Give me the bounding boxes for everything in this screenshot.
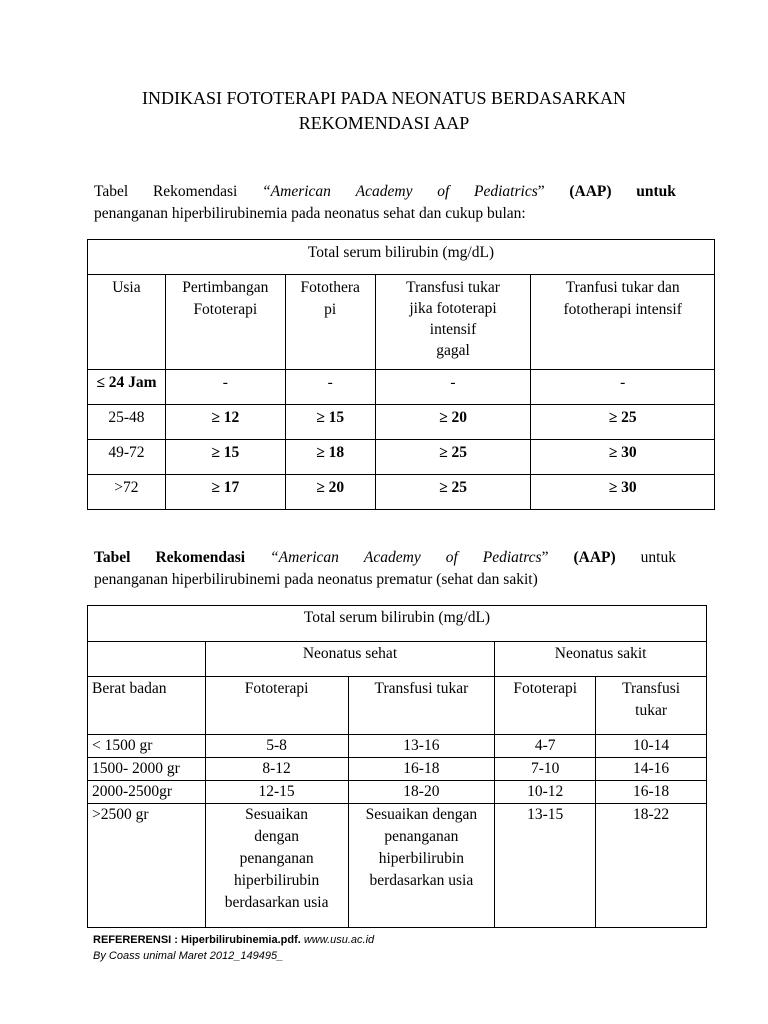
intro-word: Academy (355, 183, 413, 200)
cell-value: 7-10 (495, 758, 596, 781)
cell-berat: < 1500 gr (88, 735, 206, 758)
header-total-serum: Total serum bilirubin (mg/dL) (88, 606, 707, 642)
header-neonatus-sakit: Neonatus sakit (495, 642, 707, 677)
title-line-1: INDIKASI FOTOTERAPI PADA NEONATUS BERDASARKAN (141, 88, 627, 108)
cell-value: 8-12 (205, 758, 348, 781)
cell-value: ≥ 18 (285, 440, 375, 475)
cell-value: 18-20 (348, 781, 495, 804)
reference-footer (93, 932, 374, 964)
reference-author: By Coass unimal Maret 2012_149495_ (93, 950, 284, 962)
page-title (80, 86, 688, 136)
table-term-neonates (87, 239, 715, 510)
intro-word: “American (270, 549, 339, 566)
cell-value: - (285, 370, 375, 405)
header-neonatus-sehat: Neonatus sehat (205, 642, 495, 677)
table-row (88, 475, 715, 510)
intro-word: “American (262, 183, 331, 200)
cell-value: 16-18 (348, 758, 495, 781)
intro-word: untuk (636, 183, 676, 200)
cell-value: Sesuaikan dengan penanganan hiperbilirubin berdasarkan usia (348, 804, 495, 928)
cell-value: 14-16 (596, 758, 707, 781)
table2-intro-line-1 (94, 547, 676, 569)
cell-value: ≥ 30 (531, 475, 715, 510)
table1-intro-line-1 (94, 181, 676, 203)
header-fototerapi-sakit: Fototerapi (495, 677, 596, 735)
table-row (88, 735, 707, 758)
intro-word: Pediatrcs” (482, 549, 549, 566)
intro-word: Rekomendasi (152, 183, 238, 200)
cell-value: ≥ 30 (531, 440, 715, 475)
cell-value: ≥ 17 (165, 475, 285, 510)
table-header-row (88, 606, 707, 642)
cell-value: ≥ 20 (285, 475, 375, 510)
header-transfusi-sehat: Transfusi tukar (348, 677, 495, 735)
table2-intro-line-2: penanganan hiperbilirubinemi pada neonatus prematur (sehat dan sakit) (94, 571, 538, 588)
cell-value: 4-7 (495, 735, 596, 758)
cell-usia: >72 (88, 475, 166, 510)
header-tranfusi-fototherapi: Tranfusi tukar dan fototherapi intensif (531, 275, 715, 370)
reference-url: www.usu.ac.id (303, 934, 375, 946)
cell-berat: >2500 gr (88, 804, 206, 928)
reference-label: REFERERENSI : Hiperbilirubinemia.pdf. (93, 934, 301, 946)
cell-value: 13-16 (348, 735, 495, 758)
header-fototerapi-sehat: Fototerapi (205, 677, 348, 735)
header-pertimbangan: Pertimbangan Fototerapi (165, 275, 285, 370)
table-header-row (88, 240, 715, 275)
intro-word: (AAP) (573, 549, 616, 566)
cell-value: - (531, 370, 715, 405)
table-column-header-row (88, 677, 707, 735)
header-transfusi-tukar: Transfusi tukar jika fototerapi intensif gagal (375, 275, 531, 370)
header-usia: Usia (88, 275, 166, 370)
intro-word: Rekomendasi (155, 549, 246, 566)
intro-word: untuk (640, 549, 676, 566)
table1-intro (94, 181, 676, 225)
reference-line-1 (93, 932, 374, 948)
empty-cell (88, 642, 206, 677)
table-row (88, 804, 707, 928)
cell-value: ≥ 12 (165, 405, 285, 440)
table-row (88, 440, 715, 475)
cell-value: ≥ 25 (531, 405, 715, 440)
cell-value: ≥ 25 (375, 475, 531, 510)
cell-value: ≥ 25 (375, 440, 531, 475)
cell-value: ≥ 20 (375, 405, 531, 440)
cell-berat: 2000-2500gr (88, 781, 206, 804)
table-row (88, 758, 707, 781)
header-transfusi-sakit: Transfusi tukar (596, 677, 707, 735)
table-column-header-row (88, 275, 715, 370)
intro-word: Academy (363, 549, 421, 566)
table-group-header-row (88, 642, 707, 677)
header-berat-badan: Berat badan (88, 677, 206, 735)
cell-value: ≥ 15 (285, 405, 375, 440)
table-row (88, 405, 715, 440)
cell-value: - (165, 370, 285, 405)
header-fototerapi: Fotothera pi (285, 275, 375, 370)
cell-value: 5-8 (205, 735, 348, 758)
table-row (88, 370, 715, 405)
cell-value: - (375, 370, 531, 405)
table1-intro-line-2: penanganan hiperbilirubinemia pada neonatus sehat dan cukup bulan: (94, 205, 526, 222)
cell-value: 16-18 (596, 781, 707, 804)
cell-value: 13-15 (495, 804, 596, 928)
cell-berat: 1500- 2000 gr (88, 758, 206, 781)
cell-value: 18-22 (596, 804, 707, 928)
cell-value: 12-15 (205, 781, 348, 804)
table2-intro (94, 547, 676, 591)
title-line-2: REKOMENDASI AAP (298, 113, 470, 133)
cell-value: 10-12 (495, 781, 596, 804)
cell-usia: 49-72 (88, 440, 166, 475)
reference-line-2 (93, 948, 374, 964)
cell-usia: 25-48 (88, 405, 166, 440)
table-row (88, 781, 707, 804)
intro-word: Pediatrics” (474, 183, 545, 200)
cell-value: 10-14 (596, 735, 707, 758)
header-total-serum: Total serum bilirubin (mg/dL) (88, 240, 715, 275)
cell-value: ≥ 15 (165, 440, 285, 475)
cell-usia: ≤ 24 Jam (88, 370, 166, 405)
table-premature-neonates (87, 605, 707, 928)
intro-word: (AAP) (569, 183, 612, 200)
intro-word: Tabel (94, 549, 131, 566)
intro-word: of (445, 549, 458, 566)
intro-word: of (437, 183, 450, 200)
intro-word: Tabel (94, 183, 129, 200)
cell-value: Sesuaikan dengan penanganan hiperbilirubin berdasarkan usia (205, 804, 348, 928)
